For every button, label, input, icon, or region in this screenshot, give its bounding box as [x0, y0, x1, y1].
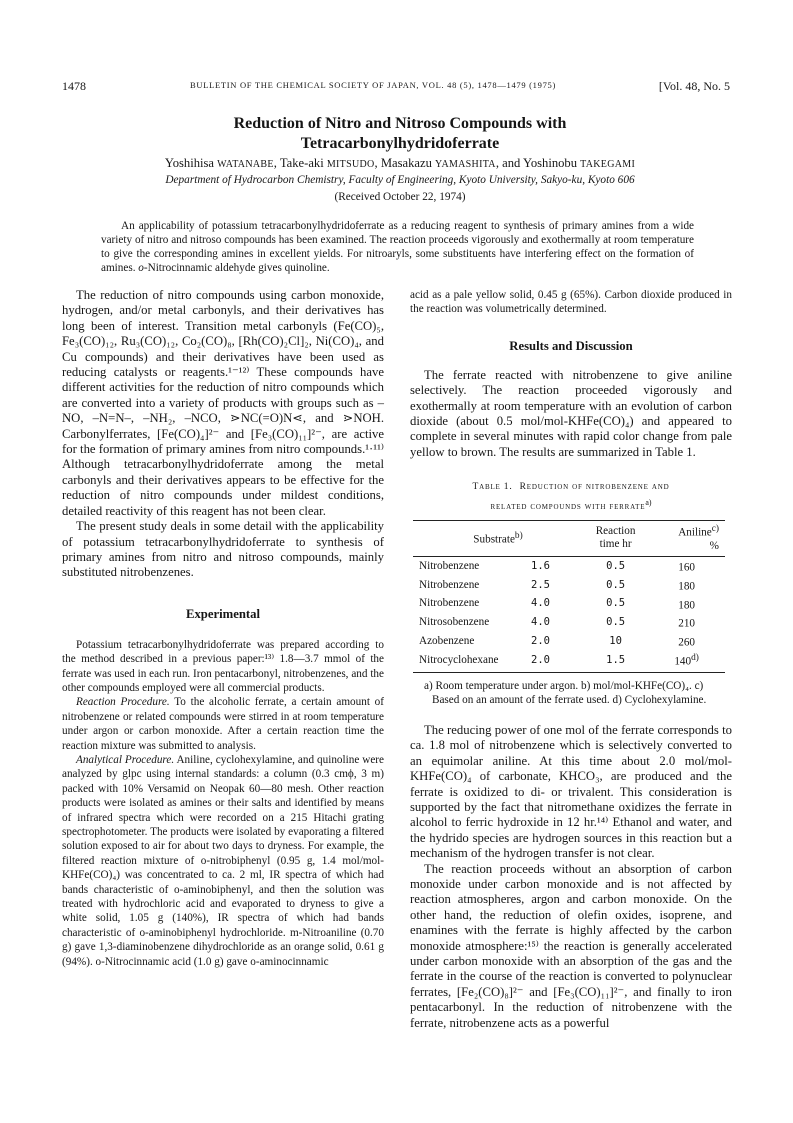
author-family: WATANABE [217, 159, 274, 170]
cell-time: 1.5 [583, 651, 648, 672]
cell-amount: 4.0 [531, 616, 550, 629]
abstract-italic: o [138, 262, 144, 274]
cell-amount: 2.0 [531, 634, 550, 647]
table-caption-line-1: Reduction of nitrobenzene and [519, 482, 670, 493]
experimental-paragraph-1: Potassium tetracarbonylhydridoferrate was prepared according to the method described in a previous paper:¹³⁾ 1.8—3.7 mmol of the ferrate was used in each run. Iron pentacarbonyl, nitrobenzenes, and the other compounds employed were all commercial products. [62, 638, 384, 694]
volume-issue: [Vol. 48, No. 5 [658, 79, 730, 93]
author-given: , Masakazu [374, 156, 436, 170]
cell-yield: 260 [678, 636, 695, 649]
author-family: YAMASHITA [435, 159, 496, 170]
received-date: (Received October 22, 1974) [334, 191, 466, 203]
table-caption [410, 480, 732, 515]
cell-substrate: Nitrocyclohexane [413, 651, 531, 672]
table-row [413, 595, 725, 614]
title-line-2: Tetracarbonylhydridoferrate [300, 135, 500, 152]
results-paragraph-3: The reaction proceeds without an absorption of carbon monoxide under carbon monoxide and is not affected by reaction atmospheres, argon and carbon monoxide. On the other hand, the reduction of olefin oxides, isoprene, and enamines with the ferrate is highly affected by the carbon monoxide atmosphere:¹⁵⁾ the reaction is generally accelerated under carbon monoxide with an absorption of the gas and the ferrate in the course of the reaction is converted to polynuclear ferrates, [Fe₂(CO)₈]²⁻ and [Fe₃(CO)₁₁]²⁻, and finally to iron pentacarbonyl. In the reduction of nitrobenzene with the ferrate, nitrobenzene acts as a powerful [410, 861, 732, 1030]
cell-yield: 160 [678, 561, 695, 574]
right-column [410, 288, 732, 1031]
article-title [100, 114, 700, 154]
cell-amount: 2.0 [531, 651, 583, 672]
cell-time: 0.5 [606, 597, 626, 610]
cell-substrate: Nitrobenzene [419, 597, 480, 610]
author-list [60, 156, 740, 171]
cell-substrate: Nitrobenzene [419, 578, 480, 591]
analytical-procedure-label: Analytical Procedure. [76, 753, 175, 766]
author-family: MITSUDO [326, 159, 375, 170]
reaction-procedure-label: Reaction Procedure. [76, 696, 170, 709]
header-substrate: Substrate$^{b)}$ [413, 521, 583, 557]
reaction-procedure-paragraph [62, 695, 384, 753]
page-number: 1478 [62, 79, 86, 93]
table-caption-line-2: related compounds with ferrate [490, 502, 646, 513]
experimental-heading: Experimental [185, 606, 260, 621]
cell-yield: 180 [678, 599, 695, 612]
author-given: , Take-aki [273, 156, 327, 170]
cell-time: 0.5 [606, 616, 626, 629]
author-family: TAKEGAMI [580, 159, 636, 170]
table-1 [410, 480, 732, 707]
reaction-procedure-text: To the alcoholic ferrate, a certain amount of nitrobenzene or related compounds were stirred in at room temperature under argon or carbon monoxide. After a certain reaction time the reaction mixture was submitted to analysis. [62, 696, 384, 752]
table-caption-label: Table 1. [472, 482, 513, 493]
cell-amount: 2.5 [531, 578, 550, 591]
abstract [101, 219, 694, 275]
journal-citation: BULLETIN OF THE CHEMICAL SOCIETY OF JAPAN, VOL. 48 (5), 1478—1479 (1975) [190, 80, 556, 90]
table-row [413, 613, 725, 632]
cell-substrate: Azobenzene [419, 634, 475, 647]
header-reaction-time: Reaction time hr [583, 521, 648, 557]
intro-paragraph-2: The present study deals in some detail with the applicability of potassium tetracarbonylhydridoferrate to synthesis of primary amines from nitro and nitroso compounds, mainly substituted nitrobenzenes. [62, 519, 384, 580]
running-head [62, 79, 730, 95]
table-row [413, 651, 725, 672]
table-caption-sup: a) [645, 498, 652, 508]
intro-paragraph-1: The reduction of nitro compounds using carbon monoxide, hydrogen, and/or metal carbonyls, and their derivatives has long been of interest. Transition metal carbonyls (Fe(CO)₅, Fe₃(CO)₁₂, Ru₃(CO)₁₂, Co₂(CO)₈, [Rh(CO)₂Cl]₂, Ni(CO)₄, and Cu compounds) and their derivatives have been used as reducing catalysts or reagents.¹⁻¹²⁾ These compounds have different activities for the reduction of nitro compounds which are converted into a variety of products with groups such as –NO, –N=N–, –NH₂, –NCO, ⋗NC(=O)N⋖, and ⋗NOH. Carbonylferrates, [Fe(CO)₄]²⁻ and [Fe₃(CO)₁₁]²⁻, are active for the formation of primary amines from nitro compounds.¹·¹¹⁾ Although tetracarbonylhydridoferrate among the metal carbonyls and their derivatives appears to be effective for the reduction of nitro compounds under mildest conditions, detailed reactivity of this reagent has not been clear. [62, 288, 384, 518]
analytical-procedure-text: Aniline, cyclohexylamine, and quinoline were analyzed by glpc using internal standards: a column (0.3 cmϕ, 3 m) packed with 10% Versamid on Neopak 60—80 mesh. Other reaction products were isolated as amines or their salts and identified by means of infrared spectra which were recorded on a 215 Hitachi grating spectrophotometer. The products were isolated by evaporating a filtered solution exposed to air for about two days to dryness. For example, the filtered reaction mixture of o-nitrobiphenyl (0.95 g, 1.4 mol/mol-KHFe(CO)₄) was concentrated to ca. 2 ml, IR spectra of which had bands characteristic of o-aminobiphenyl, and then the solution was treated with hydrochloric acid and evaporated to dryness to give a white solid, 1.05 g (140%), IR spectra of which had bands characteristic of o-aminobiphenyl hydrochloride. m-Nitroaniline (0.70 g) gave 1,3-diaminobenzene dihydrochloride as an orange solid, 0.61 g (94%). o-Nitrocinnamic acid (1.0 g) gave o-aminocinnamic [62, 753, 384, 968]
cell-yield: 140$^{d)}$ [648, 651, 725, 672]
cell-substrate: Nitrosobenzene [419, 616, 490, 629]
analytical-procedure-paragraph [62, 753, 384, 969]
abstract-text-end: -Nitrocinnamic aldehyde gives quinoline. [143, 262, 330, 274]
table-row [413, 557, 725, 576]
author-given: , and Yoshinobu [495, 156, 581, 170]
table-header-row [413, 521, 725, 557]
table-row [413, 576, 725, 595]
results-table [413, 520, 725, 672]
cell-amount: 4.0 [531, 597, 550, 610]
table-row [413, 632, 725, 651]
cell-time: 0.5 [606, 578, 626, 591]
cell-time: 10 [609, 634, 622, 647]
abstract-text: An applicability of potassium tetracarbonylhydridoferrate as a reducing reagent to synthesis of primary amines from a wide variety of nitro and nitroso compounds has been examined. The reaction proceeds vigorously and exothermally at room temperature to give the corresponding amines in excellent yields. For nitroaryls, some substituents have interfering effect on the formation of amines. [101, 220, 694, 274]
experimental-continuation: acid as a pale yellow solid, 0.45 g (65%). Carbon dioxide produced in the reaction was volumetrically determined. [410, 289, 732, 316]
results-paragraph-2: The reducing power of one mol of the ferrate corresponds to ca. 1.8 mol of nitrobenzene which is selectively converted to an equimolar aniline. At this time about 2.0 mol/mol-KHFe(CO)₄ of carbonate, KHCO₃, are produced and the ferrate is oxidized to di- or trivalent. This consideration is supported by the fact that nitromethane oxidizes the ferrate in alcohol to ferric hydroxide in 12 hr.¹⁴⁾ Ethanol and water, and the hydrido species are hydrogen sources in this reaction but a mechanism of the hydrogen transfer is not clear. [410, 722, 732, 861]
left-column [62, 288, 384, 969]
cell-amount: 1.6 [531, 560, 550, 572]
table-footnotes: a) Room temperature under argon. b) mol/mol-KHFe(CO)₄. c) Based on an amount of the ferrate used. d) Cyclohexylamine. [424, 679, 707, 706]
header-aniline-yield: Aniline$^{c)}$ % [648, 521, 725, 557]
affiliation: Department of Hydrocarbon Chemistry, Faculty of Engineering, Kyoto University, Sakyo-ku, Kyoto 606 [165, 174, 635, 186]
cell-time: 0.5 [606, 560, 626, 572]
results-paragraph-1: The ferrate reacted with nitrobenzene to give aniline selectively. The reaction proceeded vigorously and exothermally at room temperature with an evolution of carbon dioxide (about 0.5 mol/mol-KHFe(CO)₄) and appeared to complete in several minutes with rapid color change from pale yellow to brown. The results are summarized in Table 1. [410, 367, 732, 459]
results-heading: Results and Discussion [509, 338, 633, 353]
author-given: Yoshihisa [164, 156, 218, 170]
cell-substrate: Nitrobenzene [419, 560, 480, 572]
cell-yield: 180 [678, 580, 695, 593]
cell-yield: 210 [678, 618, 695, 631]
title-line-1: Reduction of Nitro and Nitroso Compounds with [233, 115, 567, 132]
